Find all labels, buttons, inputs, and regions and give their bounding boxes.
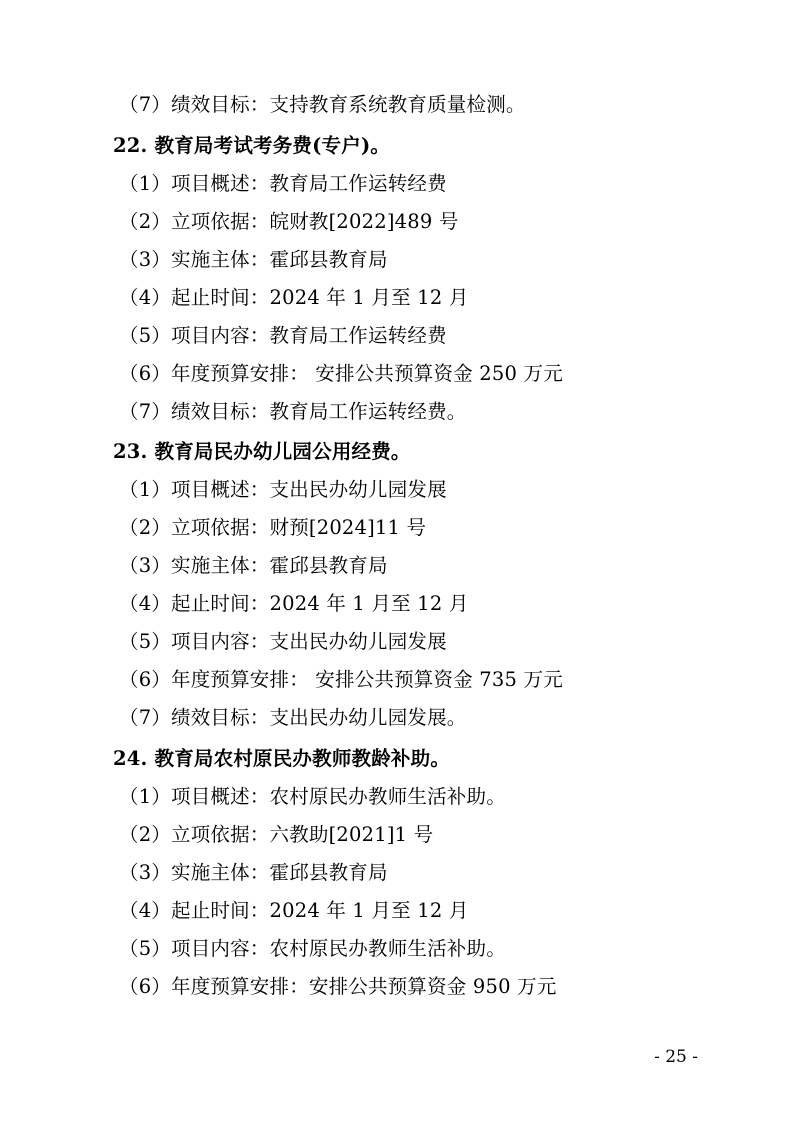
item-line: （2）立项依据：财预[2024]11 号 [119,516,427,539]
item-line: （1）项目概述：支出民办幼儿园发展 [119,478,447,501]
item-line: （4）起止时间：2024 年 1 月至 12 月 [119,592,469,615]
page-number: - 25 - [654,1047,698,1067]
item-line: （1）项目概述：农村原民办教师生活补助。 [119,784,506,808]
item-line: （1）项目概述：教育局工作运转经费 [119,171,447,195]
section-heading: 22. 教育局考试考务费(专户)。 [113,133,391,157]
item-line: （3）实施主体：霍邱县教育局 [119,247,388,271]
document-body [113,95,694,996]
item-line: （5）项目内容：教育局工作运转经费 [119,323,447,347]
item-line: （3）实施主体：霍邱县教育局 [119,554,388,577]
section-heading: 23. 教育局民办幼儿园公用经费。 [113,440,411,463]
item-line: （6）年度预算安排：安排公共预算资金 950 万元 [119,974,557,998]
item-line: （6）年度预算安排： 安排公共预算资金 735 万元 [119,668,563,691]
item-line: （5）项目内容：支出民办幼儿园发展 [119,630,447,653]
item-line: （2）立项依据：六教助[2021]1 号 [119,822,434,846]
item-line: （4）起止时间：2024 年 1 月至 12 月 [119,898,469,922]
item-line: （3）实施主体：霍邱县教育局 [119,860,388,884]
item-line: （2）立项依据：皖财教[2022]489 号 [119,209,459,233]
item-line: （5）项目内容：农村原民办教师生活补助。 [119,936,506,960]
item-line: （7）绩效目标：支出民办幼儿园发展。 [119,706,467,729]
item-line: （7）绩效目标：教育局工作运转经费。 [119,399,467,423]
section-heading: 24. 教育局农村原民办教师教龄补助。 [113,746,451,770]
item-line: （7）绩效目标：支持教育系统教育质量检测。 [119,93,526,116]
item-line: （4）起止时间：2024 年 1 月至 12 月 [119,285,469,309]
item-line: （6）年度预算安排： 安排公共预算资金 250 万元 [119,361,563,385]
